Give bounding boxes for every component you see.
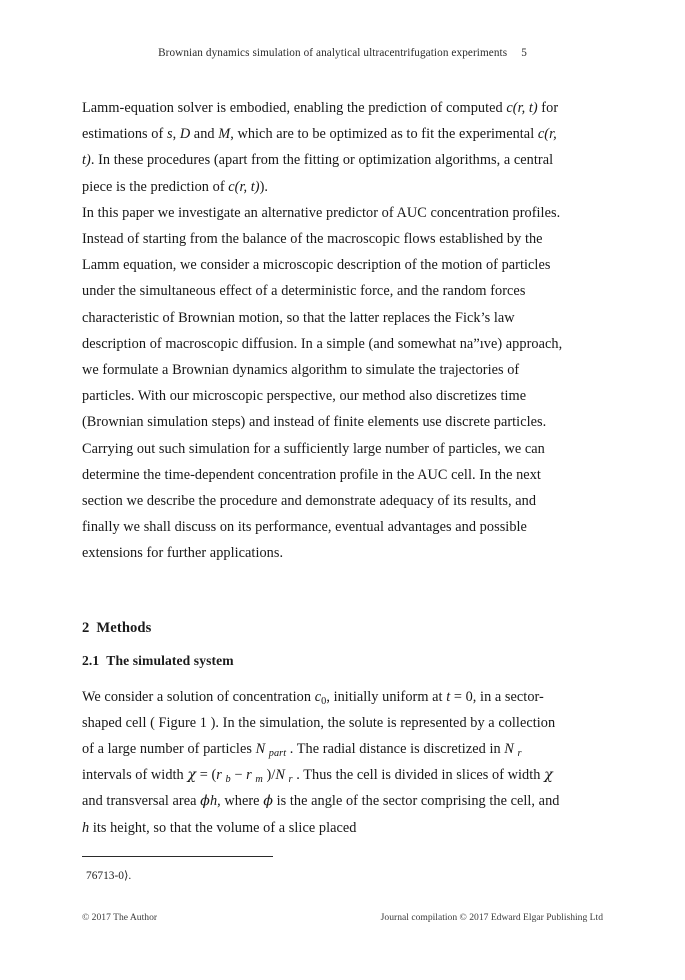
subheading-spacer [82,674,564,684]
math-c-3: c [228,178,235,195]
p1-seg-3: , [172,126,180,143]
p3-seg-8: )/ [262,767,276,784]
p1-seg-5: , which are to be optimized as to fit the experimental [230,126,538,143]
math-r-m: r [246,767,252,784]
math-r-m-subscript: m [255,774,263,786]
paragraph-alternative-predictor: In this paper we investigate an alternative predictor of AUC concentration profiles. Instead of starting from the balance of the macroscopic flows established by the Lamm equation, we consider a microscopic description of the motion of particles under the simultaneous effect of a deterministic force, and the random forces characteristic of Brownian motion, so that the latter replaces the Fick’s law description of macroscopic diffusion. In a simple (and somewhat na”ıve) approach, we formulate a Brownian dynamics algorithm to simulate the trajectories of particles. With our microscopic perspective, our method also discretizes time (Brownian simulation steps) and instead of finite elements use discrete particles. Carrying out such simulation for a sufficiently large number of particles, we can determine the time-dependent concentration profile in the AUC cell. In the next section we describe the procedure and demonstrate adequacy of its results, and finally we shall discuss on its performance, eventual advantages and possible extensions for further applications. [82,204,563,562]
math-N-r-2: N [275,767,285,784]
math-N-r-subscript: r [517,747,522,759]
page-number: 5 [521,47,527,59]
p3-seg-9: . Thus the cell is divided in slices of width [292,767,545,784]
p3-seg-5: intervals of width [82,767,188,784]
p1-seg-7: ). [259,178,269,195]
math-rt-2: (r, t) [82,126,557,169]
p1-seg-4: and [190,126,219,143]
heading-methods-number: 2 [82,619,90,636]
p1-seg-6: . In these procedures (apart from the fitting or optimization algorithms, a central piece is the prediction of [82,152,554,195]
math-h-2: h [82,819,90,836]
page-footer [82,912,603,923]
footnote-text: 76713-0⟩. [86,870,132,882]
math-N-r: N [504,741,514,758]
running-header-title: Brownian dynamics simulation of analytical ultracentrifugation experiments [158,47,508,59]
math-chi-2: χ [544,767,553,784]
math-rt-1: (r, t) [512,100,538,116]
math-phi-2: ϕ [263,793,273,810]
math-c-2: c [537,126,545,143]
paragraph-lamm-solver [82,95,564,200]
p3-seg-1: We consider a solution of concentration [82,688,315,705]
p3-seg-13: its height, so that the volume of a slice placed [89,819,357,836]
p3-seg-6: = ( [196,767,217,784]
heading-simulated-system-title: The simulated system [106,652,234,668]
p1-seg-2: for estimations of [82,100,559,143]
math-s: s [166,126,173,143]
p3-seg-2: , initially uniform at [326,688,447,705]
math-c0-subscript: 0 [321,695,327,707]
p3-seg-11: , where [217,793,264,810]
heading-methods [82,615,564,641]
p3-seg-4: . The radial distance is discretized in [286,741,505,758]
math-h: h [209,793,218,810]
p3-seg-3: = 0, in a sector-shaped cell ( Figure 1 ). In the simulation, the solute is represented by a collection of a large number of particles [82,688,556,758]
math-phi: ϕ [200,793,210,810]
section-spacer [82,567,564,615]
math-t: t [446,688,451,705]
footer-copyright-author: © 2017 The Author [82,912,158,923]
heading-simulated-system-number: 2.1 [82,652,100,668]
math-rt-3: (r, t) [234,178,260,195]
heading-spacer [82,641,564,648]
footnote-separator [82,856,273,857]
math-chi: χ [187,767,197,784]
math-r-b-subscript: b [225,774,231,786]
paragraph-simulated-system [82,684,564,841]
p1-seg-1: Lamm-equation solver is embodied, enabling the prediction of computed [82,100,507,116]
math-M: M [218,126,231,143]
text-column [82,95,564,841]
math-N-r-2-subscript: r [288,774,293,786]
heading-simulated-system [82,648,564,674]
math-N-part: N [255,741,266,758]
heading-methods-title: Methods [96,619,152,636]
math-c-1: c [506,100,513,116]
p3-seg-12: is the angle of the sector comprising the cell, and [273,793,560,810]
math-c0: c [314,688,322,705]
math-D: D [179,126,191,143]
footer-journal-compilation: Journal compilation © 2017 Edward Elgar Publishing Ltd [380,912,603,923]
p3-seg-7: − [230,767,247,784]
math-r-b: r [216,767,222,784]
running-header [82,47,603,59]
math-N-part-subscript: part [268,747,287,759]
p3-seg-10: and transversal area [82,793,201,810]
